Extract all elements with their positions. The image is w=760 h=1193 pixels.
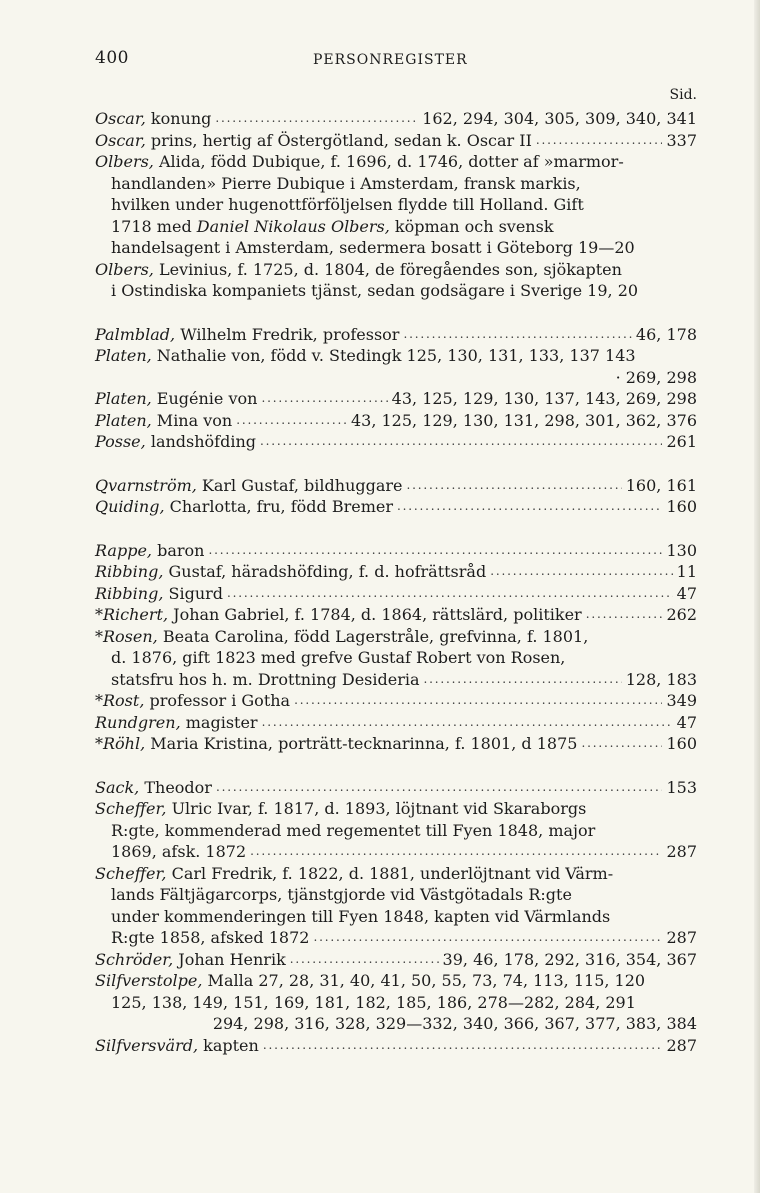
entry-description: Beata Carolina, född Lagerstråle, grefvinna, f. 1801, <box>157 626 589 646</box>
entry-line <box>95 669 697 691</box>
entry-line <box>95 540 697 562</box>
letter-group <box>95 108 697 302</box>
entry-description: Carl Fredrik, f. 1822, d. 1881, underlöjtnant vid Värm- <box>166 863 614 883</box>
entry-line <box>95 345 697 367</box>
entry-text <box>111 841 246 863</box>
dot-leader <box>236 410 347 432</box>
entry-line <box>95 431 697 453</box>
entry-text <box>111 173 581 195</box>
entry-text <box>95 583 223 605</box>
entry-description: Maria Kristina, porträtt-tecknarinna, f. 1801, d 1875 <box>145 734 578 753</box>
entry-text <box>95 540 204 562</box>
column-label: Sid. <box>669 87 697 103</box>
dot-leader <box>313 927 662 949</box>
page-references: 153 <box>666 777 697 797</box>
person-name: *Richert, <box>95 605 169 624</box>
person-name: Rappe, <box>95 540 152 560</box>
letter-group <box>95 540 697 755</box>
entry-description: hvilken under hugenottförföljelsen flydde till Holland. Gift <box>111 195 584 214</box>
entry-line <box>95 280 697 302</box>
entry-description: 1718 med <box>111 216 197 236</box>
entry-description: handlanden» Pierre Dubique i Amsterdam, fransk markis, <box>111 173 581 193</box>
entry-text <box>95 151 624 173</box>
entry-line <box>95 798 697 820</box>
register-entry <box>95 1035 697 1057</box>
entry-text <box>95 604 582 626</box>
page-references: 46, 178 <box>635 324 697 344</box>
entry-line <box>95 647 697 669</box>
register-entry <box>95 108 697 130</box>
entry-pages-continued: · 269, 298 <box>615 367 697 387</box>
entry-line <box>95 949 697 971</box>
dot-leader <box>260 431 662 453</box>
entry-line <box>95 130 697 152</box>
register-entry <box>95 345 697 388</box>
entry-description: Mina von <box>151 410 233 430</box>
register-entry <box>95 324 697 346</box>
register-entry <box>95 970 697 1035</box>
register-entry <box>95 863 697 949</box>
entry-text <box>95 410 232 432</box>
entry-description: magister <box>180 712 258 732</box>
entry-line <box>95 906 697 928</box>
entry-line <box>95 194 697 216</box>
register-entry <box>95 496 697 518</box>
register-entry <box>95 798 697 863</box>
person-name: *Rost, <box>95 691 145 710</box>
entry-text <box>95 259 622 281</box>
entry-text <box>95 108 211 130</box>
person-name: Platen, <box>95 389 152 408</box>
register-entry <box>95 259 697 302</box>
register-entry <box>95 777 697 799</box>
entry-line <box>95 583 697 605</box>
entry-line <box>95 992 697 1014</box>
page-references: 287 <box>666 1035 697 1055</box>
entry-description: 1869, afsk. 1872 <box>111 842 247 861</box>
dot-leader <box>397 496 662 518</box>
entry-line <box>95 604 697 626</box>
entry-description: prins, hertig af Östergötland, sedan k. Oscar II <box>145 130 532 150</box>
person-name: Oscar, <box>95 109 146 128</box>
entry-text <box>111 992 636 1014</box>
entry-text <box>95 475 403 497</box>
entry-text <box>95 1035 259 1057</box>
entry-description: Malla 27, 28, 31, 40, 41, 50, 55, 73, 74, 113, 115, 120 <box>202 971 646 990</box>
entry-description: professor i Gotha <box>144 691 291 710</box>
dot-leader <box>424 669 622 691</box>
entry-text <box>95 863 613 885</box>
page-references: 39, 46, 178, 292, 316, 354, 367 <box>442 949 697 969</box>
entry-line <box>95 173 697 195</box>
entry-description: Sigurd <box>163 583 224 603</box>
page-references: 128, 183 <box>625 669 697 689</box>
entry-description: R:gte 1858, afsked 1872 <box>111 928 310 947</box>
entry-line <box>95 108 697 130</box>
page-references: 261 <box>666 432 697 451</box>
entry-text <box>95 733 577 755</box>
person-name: Posse, <box>95 432 146 451</box>
page-references: 130 <box>666 540 697 560</box>
entry-line <box>95 475 697 497</box>
entry-line <box>95 884 697 906</box>
person-name: Sack, <box>95 777 140 797</box>
entry-description: statsfru hos h. m. Drottning Desideria <box>111 669 420 689</box>
register-entry <box>95 130 697 152</box>
entry-text <box>111 194 584 216</box>
entry-line <box>95 410 697 432</box>
entry-description: Theodor <box>139 777 212 797</box>
dot-leader <box>215 108 418 130</box>
entry-text <box>95 626 588 648</box>
dot-leader <box>261 388 387 410</box>
entry-description: baron <box>152 540 205 560</box>
entry-line <box>95 151 697 173</box>
page-references: 43, 125, 129, 130, 137, 143, 269, 298 <box>391 389 697 408</box>
person-name: *Röhl, <box>95 734 146 753</box>
entry-text <box>95 388 257 410</box>
entry-line <box>95 216 697 238</box>
entry-line <box>95 690 697 712</box>
page-references: 287 <box>666 928 697 947</box>
register-entry <box>95 712 697 734</box>
entry-description: handelsagent i Amsterdam, sedermera bosatt i Göteborg 19—20 <box>111 238 635 257</box>
person-name: Ribbing, <box>95 562 164 581</box>
entry-line <box>95 970 697 992</box>
letter-group <box>95 777 697 1057</box>
entry-text <box>95 496 393 518</box>
dot-leader <box>263 1035 663 1057</box>
entry-text <box>111 647 565 669</box>
register-entry <box>95 388 697 410</box>
register-entry <box>95 733 697 755</box>
page-title: PERSONREGISTER <box>313 52 468 68</box>
page-references: 43, 125, 129, 130, 131, 298, 301, 362, 376 <box>350 410 697 430</box>
dot-leader <box>536 130 663 152</box>
register-entry <box>95 410 697 432</box>
entry-text <box>95 949 286 971</box>
entry-description: Wilhelm Fredrik, professor <box>175 324 400 344</box>
register-entry <box>95 475 697 497</box>
entry-line <box>95 259 697 281</box>
person-name: Platen, <box>95 410 152 430</box>
page-references: 47 <box>676 712 697 732</box>
dot-leader <box>586 604 663 626</box>
entry-description: R:gte, kommenderad med regementet till Fyen 1848, major <box>111 820 596 840</box>
dot-leader <box>407 475 622 497</box>
page-number: 400 <box>95 48 129 68</box>
dot-leader <box>403 324 631 346</box>
person-name: Rundgren, <box>95 712 181 732</box>
entry-description: lands Fältjägarcorps, tjänstgjorde vid Västgötadals R:gte <box>111 885 572 904</box>
register-list <box>95 108 697 1078</box>
entry-text <box>111 669 420 691</box>
entry-text <box>111 927 309 949</box>
register-entry <box>95 151 697 259</box>
entry-pages-continued: 294, 298, 316, 328, 329—332, 340, 366, 367, 377, 383, 384 <box>212 1014 697 1033</box>
letter-group <box>95 324 697 453</box>
page-references: 160 <box>666 497 697 516</box>
entry-description: kapten <box>198 1035 259 1055</box>
entry-text <box>95 690 290 712</box>
entry-line <box>95 777 697 799</box>
person-name: Scheffer, <box>95 863 167 883</box>
entry-description: Eugénie von <box>151 389 258 408</box>
person-name: Silfverstolpe, <box>95 971 203 990</box>
entry-description: landshöfding <box>145 432 256 451</box>
letter-group <box>95 475 697 518</box>
entry-line <box>95 841 697 863</box>
dot-leader <box>250 841 662 863</box>
page-references: 337 <box>666 130 697 150</box>
entry-description: Johan Gabriel, f. 1784, d. 1864, rättslärd, politiker <box>168 605 582 624</box>
person-name: *Rosen, <box>95 626 158 646</box>
entry-text <box>95 712 258 734</box>
entry-text <box>95 970 645 992</box>
entry-text <box>111 906 610 928</box>
entry-description: Ulric Ivar, f. 1817, d. 1893, löjtnant vid Skaraborgs <box>166 799 587 818</box>
page-references: 47 <box>676 583 697 603</box>
dot-leader <box>216 777 663 799</box>
entry-text <box>95 777 212 799</box>
person-name: Schröder, <box>95 949 174 969</box>
entry-description: Gustaf, häradshöfding, f. d. hofrättsråd <box>163 562 487 581</box>
register-entry <box>95 604 697 626</box>
person-name: Oscar, <box>95 130 146 150</box>
register-entry <box>95 583 697 605</box>
entry-description: under kommenderingen till Fyen 1848, kapten vid Värmlands <box>111 906 611 926</box>
register-entry <box>95 949 697 971</box>
entry-line <box>95 237 697 259</box>
entry-line <box>95 820 697 842</box>
page-header <box>95 48 695 72</box>
entry-description: d. 1876, gift 1823 med grefve Gustaf Robert von Rosen, <box>111 648 566 667</box>
entry-line <box>95 863 697 885</box>
person-name: Palmblad, <box>95 324 176 344</box>
entry-line <box>95 324 697 346</box>
dot-leader <box>227 583 673 605</box>
entry-description: Charlotta, fru, född Bremer <box>164 497 394 516</box>
entry-line <box>95 733 697 755</box>
person-name: Quiding, <box>95 497 165 516</box>
register-entry <box>95 561 697 583</box>
dot-leader <box>208 540 662 562</box>
entry-line <box>95 496 697 518</box>
entry-line <box>95 388 697 410</box>
entry-text <box>111 280 638 302</box>
entry-description: Karl Gustaf, bildhuggare <box>196 475 403 495</box>
entry-line <box>95 561 697 583</box>
dot-leader <box>294 690 662 712</box>
page-references: 11 <box>676 562 697 581</box>
entry-description: 125, 138, 149, 151, 169, 181, 182, 185, 186, 278—282, 284, 291 <box>111 992 636 1012</box>
page-references: 160 <box>666 734 697 753</box>
entry-description: i Ostindiska kompaniets tjänst, sedan godsägare i Sverige 19, 20 <box>111 281 639 300</box>
entry-description: Johan Henrik <box>173 949 286 969</box>
person-name: Silfversvärd, <box>95 1035 199 1055</box>
person-name: Olbers, <box>95 259 154 279</box>
entry-text <box>95 130 532 152</box>
entry-text <box>95 431 256 453</box>
person-name-inline: Daniel Nikolaus Olbers, <box>196 216 390 236</box>
entry-text <box>95 798 586 820</box>
entry-description: köpman och svensk <box>389 216 554 236</box>
entry-line <box>95 626 697 648</box>
register-entry <box>95 690 697 712</box>
register-entry <box>95 431 697 453</box>
entry-text <box>111 216 554 238</box>
entry-line <box>95 712 697 734</box>
entry-text <box>111 820 595 842</box>
page-references: 162, 294, 304, 305, 309, 340, 341 <box>422 109 697 128</box>
dot-leader <box>490 561 672 583</box>
entry-description: Alida, född Dubique, f. 1696, d. 1746, dotter af »marmor- <box>153 152 624 171</box>
entry-line <box>95 927 697 949</box>
dot-leader <box>262 712 673 734</box>
dot-leader <box>581 733 662 755</box>
entry-text <box>95 324 399 346</box>
page-edge <box>754 0 760 1193</box>
page-references: 160, 161 <box>625 475 697 495</box>
entry-text <box>95 561 486 583</box>
person-name: Scheffer, <box>95 799 167 818</box>
entry-text <box>95 345 636 367</box>
entry-description: Nathalie von, född v. Stedingk 125, 130, 131, 133, 137 143 <box>151 346 636 365</box>
dot-leader <box>290 949 439 971</box>
entry-text <box>111 237 635 259</box>
register-entry <box>95 540 697 562</box>
person-name: Ribbing, <box>95 583 164 603</box>
entry-line <box>95 1035 697 1057</box>
person-name: Olbers, <box>95 152 154 171</box>
page-references: 349 <box>666 691 697 710</box>
register-entry <box>95 626 697 691</box>
person-name: Qvarnström, <box>95 475 197 495</box>
entry-text <box>111 884 572 906</box>
person-name: Platen, <box>95 346 152 365</box>
entry-description: konung <box>145 109 212 128</box>
page-references: 287 <box>666 842 697 861</box>
entry-description: Levinius, f. 1725, d. 1804, de föregåendes son, sjökapten <box>153 259 622 279</box>
page-references: 262 <box>666 605 697 624</box>
